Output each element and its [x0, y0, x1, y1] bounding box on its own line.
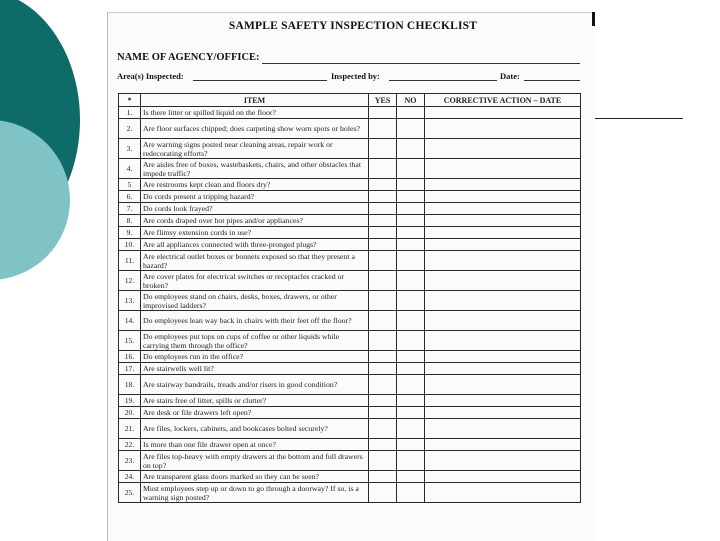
corrective-action-cell[interactable]: [425, 363, 581, 375]
row-number: 23.: [119, 451, 141, 471]
row-number: 20.: [119, 407, 141, 419]
corrective-action-cell[interactable]: [425, 239, 581, 251]
yes-cell[interactable]: [369, 203, 397, 215]
inspected-by-label: Inspected by:: [331, 71, 380, 81]
corrective-action-cell[interactable]: [425, 227, 581, 239]
row-number: 10.: [119, 239, 141, 251]
no-cell[interactable]: [397, 159, 425, 179]
row-item: Are restrooms kept clean and floors dry?: [141, 179, 369, 191]
no-cell[interactable]: [397, 311, 425, 331]
row-number: 3.: [119, 139, 141, 159]
corrective-action-cell[interactable]: [425, 419, 581, 439]
row-number: 24.: [119, 471, 141, 483]
inspected-by-line: [389, 80, 497, 81]
row-item: Are files top-heavy with empty drawers at the bottom and full drawers on top?: [141, 451, 369, 471]
row-number: 7.: [119, 203, 141, 215]
item-mark-header: *: [119, 94, 141, 107]
table-row: [119, 363, 581, 375]
yes-cell[interactable]: [369, 375, 397, 395]
agency-label: NAME OF AGENCY/OFFICE:: [117, 52, 260, 63]
row-item: Do employees put tops on cups of coffee or other liquids while carrying them through the office?: [141, 331, 369, 351]
yes-cell[interactable]: [369, 331, 397, 351]
row-item: Are stairway handrails, treads and/or risers in good condition?: [141, 375, 369, 395]
table-row: [119, 331, 581, 351]
corrective-action-header: CORRECTIVE ACTION – DATE: [425, 94, 581, 107]
document-title: SAMPLE SAFETY INSPECTION CHECKLIST: [228, 20, 478, 32]
corrective-action-cell[interactable]: [425, 483, 581, 503]
row-item: Are desk or file drawers left open?: [141, 407, 369, 419]
areas-inspected-label: Area(s) Inspected:: [117, 71, 184, 81]
yes-cell[interactable]: [369, 119, 397, 139]
no-cell[interactable]: [397, 451, 425, 471]
corrective-action-cell[interactable]: [425, 439, 581, 451]
yes-cell[interactable]: [369, 363, 397, 375]
yes-cell[interactable]: [369, 471, 397, 483]
no-cell[interactable]: [397, 271, 425, 291]
yes-cell[interactable]: [369, 439, 397, 451]
no-header: NO: [397, 94, 425, 107]
row-item: Do cords look frayed?: [141, 203, 369, 215]
row-number: 1.: [119, 107, 141, 119]
table-row: [119, 191, 581, 203]
row-item: Are files, lockers, cabinets, and bookcases bolted securely?: [141, 419, 369, 439]
row-number: 2.: [119, 119, 141, 139]
yes-cell[interactable]: [369, 451, 397, 471]
no-cell[interactable]: [397, 291, 425, 311]
row-item: Do employees lean way back in chairs with their feet off the floor?: [141, 311, 369, 331]
table-row: [119, 439, 581, 451]
date-label: Date:: [500, 71, 520, 81]
no-cell[interactable]: [397, 375, 425, 395]
corrective-action-cell[interactable]: [425, 107, 581, 119]
row-number: 6.: [119, 191, 141, 203]
yes-cell[interactable]: [369, 351, 397, 363]
no-cell[interactable]: [397, 331, 425, 351]
row-item: Are all appliances connected with three-pronged plugs?: [141, 239, 369, 251]
row-item: Do cords present a tripping hazard?: [141, 191, 369, 203]
no-cell[interactable]: [397, 119, 425, 139]
yes-cell[interactable]: [369, 291, 397, 311]
yes-cell[interactable]: [369, 271, 397, 291]
row-number: 25.: [119, 483, 141, 503]
yes-header: YES: [369, 94, 397, 107]
no-cell[interactable]: [397, 351, 425, 363]
no-cell[interactable]: [397, 407, 425, 419]
row-item: Are cords draped over hot pipes and/or appliances?: [141, 215, 369, 227]
no-cell[interactable]: [397, 395, 425, 407]
row-number: 4.: [119, 159, 141, 179]
row-number: 15.: [119, 331, 141, 351]
corrective-action-cell[interactable]: [425, 395, 581, 407]
row-item: Are stairs free of litter, spills or clutter?: [141, 395, 369, 407]
no-cell[interactable]: [397, 363, 425, 375]
areas-inspected-line: [193, 80, 327, 81]
no-cell[interactable]: [397, 227, 425, 239]
corrective-action-cell[interactable]: [425, 331, 581, 351]
row-item: Are warning signs posted near cleaning areas, repair work or redecorating efforts?: [141, 139, 369, 159]
corrective-action-cell[interactable]: [425, 251, 581, 271]
date-line: [524, 80, 580, 81]
no-cell[interactable]: [397, 191, 425, 203]
row-number: 13.: [119, 291, 141, 311]
corrective-action-cell[interactable]: [425, 139, 581, 159]
yes-cell[interactable]: [369, 215, 397, 227]
table-row: [119, 119, 581, 139]
yes-cell[interactable]: [369, 419, 397, 439]
row-number: 21.: [119, 419, 141, 439]
corrective-action-cell[interactable]: [425, 351, 581, 363]
checklist-table: [118, 93, 581, 503]
row-number: 18.: [119, 375, 141, 395]
no-cell[interactable]: [397, 179, 425, 191]
table-row: [119, 483, 581, 503]
table-header-row: [119, 94, 581, 107]
yes-cell[interactable]: [369, 483, 397, 503]
yes-cell[interactable]: [369, 191, 397, 203]
yes-cell[interactable]: [369, 239, 397, 251]
row-item: Is there litter or spilled liquid on the floor?: [141, 107, 369, 119]
no-cell[interactable]: [397, 203, 425, 215]
yes-cell[interactable]: [369, 227, 397, 239]
no-cell[interactable]: [397, 419, 425, 439]
yes-cell[interactable]: [369, 407, 397, 419]
corrective-action-cell[interactable]: [425, 119, 581, 139]
yes-cell[interactable]: [369, 159, 397, 179]
row-item: Are aisles free of boxes, wastebaskets, chairs, and other obstacles that impede traffic?: [141, 159, 369, 179]
corrective-action-cell[interactable]: [425, 271, 581, 291]
table-row: [119, 227, 581, 239]
table-row: [119, 159, 581, 179]
corrective-action-cell[interactable]: [425, 451, 581, 471]
table-row: [119, 351, 581, 363]
row-item: Do employees stand on chairs, desks, boxes, drawers, or other improvised ladders?: [141, 291, 369, 311]
row-item: Are transparent glass doors marked so they can be seen?: [141, 471, 369, 483]
no-cell[interactable]: [397, 471, 425, 483]
table-row: [119, 311, 581, 331]
row-number: 5: [119, 179, 141, 191]
table-row: [119, 407, 581, 419]
row-number: 19.: [119, 395, 141, 407]
table-row: [119, 271, 581, 291]
row-number: 22.: [119, 439, 141, 451]
corrective-action-cell[interactable]: [425, 407, 581, 419]
yes-cell[interactable]: [369, 179, 397, 191]
row-number: 12.: [119, 271, 141, 291]
table-row: [119, 139, 581, 159]
table-row: [119, 471, 581, 483]
table-row: [119, 215, 581, 227]
row-item: Must employees step up or down to go through a doorway? If so, is a warning sign posted?: [141, 483, 369, 503]
table-row: [119, 375, 581, 395]
corrective-action-cell[interactable]: [425, 375, 581, 395]
corrective-action-cell[interactable]: [425, 291, 581, 311]
no-cell[interactable]: [397, 139, 425, 159]
scan-corner-mark: [592, 12, 595, 26]
no-cell[interactable]: [397, 239, 425, 251]
no-cell[interactable]: [397, 215, 425, 227]
table-row: [119, 107, 581, 119]
decorative-rule: [595, 118, 683, 119]
yes-cell[interactable]: [369, 139, 397, 159]
row-number: 17.: [119, 363, 141, 375]
table-row: [119, 203, 581, 215]
table-row: [119, 451, 581, 471]
no-cell[interactable]: [397, 107, 425, 119]
table-row: [119, 239, 581, 251]
row-item: Is more than one file drawer open at once?: [141, 439, 369, 451]
corrective-action-cell[interactable]: [425, 215, 581, 227]
corrective-action-cell[interactable]: [425, 203, 581, 215]
row-item: Are cover plates for electrical switches or receptacles cracked or broken?: [141, 271, 369, 291]
no-cell[interactable]: [397, 483, 425, 503]
corrective-action-cell[interactable]: [425, 179, 581, 191]
yes-cell[interactable]: [369, 395, 397, 407]
no-cell[interactable]: [397, 251, 425, 271]
corrective-action-cell[interactable]: [425, 471, 581, 483]
row-item: Are flimsy extension cords in use?: [141, 227, 369, 239]
table-row: [119, 419, 581, 439]
row-number: 11.: [119, 251, 141, 271]
corrective-action-cell[interactable]: [425, 191, 581, 203]
yes-cell[interactable]: [369, 107, 397, 119]
table-row: [119, 251, 581, 271]
row-number: 14.: [119, 311, 141, 331]
row-item: Are stairwells well lit?: [141, 363, 369, 375]
row-number: 8.: [119, 215, 141, 227]
row-item: Do employees run in the office?: [141, 351, 369, 363]
corrective-action-cell[interactable]: [425, 311, 581, 331]
table-row: [119, 179, 581, 191]
row-number: 16.: [119, 351, 141, 363]
row-item: Are floor surfaces chipped; does carpeting show worn spots or holes?: [141, 119, 369, 139]
yes-cell[interactable]: [369, 311, 397, 331]
corrective-action-cell[interactable]: [425, 159, 581, 179]
item-header: ITEM: [141, 94, 369, 107]
yes-cell[interactable]: [369, 251, 397, 271]
no-cell[interactable]: [397, 439, 425, 451]
table-row: [119, 395, 581, 407]
row-number: 9.: [119, 227, 141, 239]
table-row: [119, 291, 581, 311]
agency-fill-line: [262, 63, 580, 64]
row-item: Are electrical outlet boxes or bonnets exposed so that they present a hazard?: [141, 251, 369, 271]
